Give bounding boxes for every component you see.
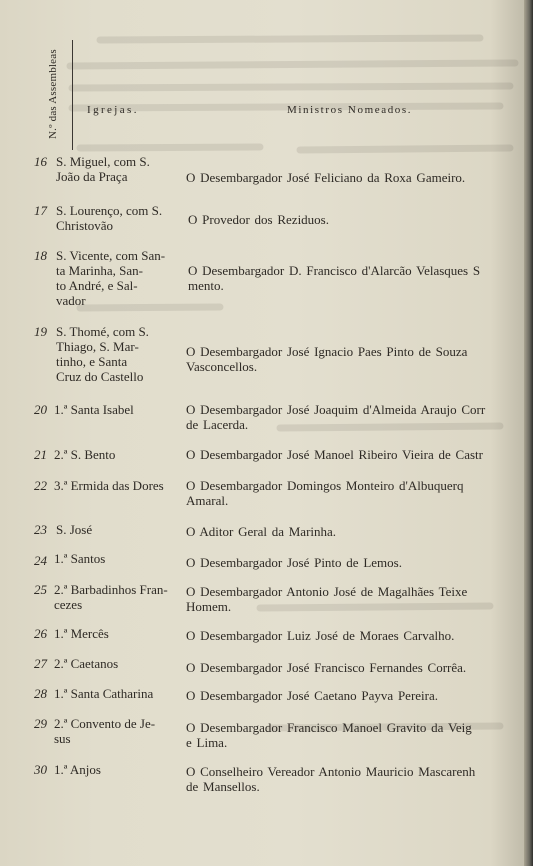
assembly-number: 30 <box>34 762 47 777</box>
assembly-number-header: N.º das Assembleas <box>47 49 59 140</box>
church-name: 1.ª Anjos <box>54 762 101 777</box>
church-name: 1.ª Santa Isabel <box>54 402 134 417</box>
assembly-number: 23 <box>34 522 47 537</box>
church-name: 1.ª Santa Catharina <box>54 686 154 701</box>
minister-name: O Desembargador José Francisco Fernandes Corrêa. <box>186 660 467 675</box>
minister-name: O Aditor Geral da Marinha. <box>186 524 337 539</box>
minister-name: O Desembargador Luiz José de Moraes Carvalho. <box>186 628 455 643</box>
minister-name: O Desembargador José Pinto de Lemos. <box>186 555 402 570</box>
churches-column-header: Igrejas. <box>87 104 139 116</box>
assembly-number: 28 <box>34 686 47 701</box>
minister-name: O Desembargador Francisco Manoel Gravito da Veig e Lima. <box>186 720 472 750</box>
minister-name: O Conselheiro Vereador Antonio Mauricio Mascarenh de Mansellos. <box>186 764 476 794</box>
church-name: 2.ª Barbadinhos Fran- cezes <box>54 582 168 612</box>
church-name: S. Vicente, com San- ta Marinha, San- to André, e Sal- vador <box>56 248 166 308</box>
minister-name: O Desembargador Domingos Monteiro d'Albuquerq Amaral. <box>186 478 464 508</box>
church-name: S. José <box>56 522 93 537</box>
church-name: 1.ª Mercês <box>54 626 109 641</box>
church-name: S. Thomé, com S. Thiago, S. Mar- tinho, e Santa Cruz do Castello <box>56 324 149 384</box>
church-name: S. Lourenço, com S. Christovão <box>56 203 163 233</box>
minister-name: O Desembargador José Joaquim d'Almeida Araujo Corr de Lacerda. <box>186 402 486 432</box>
minister-name: O Desembargador D. Francisco d'Alarcão Velasques S mento. <box>188 263 481 293</box>
assembly-number: 22 <box>34 478 47 493</box>
minister-name: O Provedor dos Reziduos. <box>188 212 329 227</box>
assembly-number: 20 <box>34 402 47 417</box>
assembly-number: 21 <box>34 447 47 462</box>
minister-name: O Desembargador Antonio José de Magalhães Teixe Homem. <box>186 584 468 614</box>
minister-name: O Desembargador José Caetano Payva Pereira. <box>186 688 439 703</box>
minister-name: O Desembargador José Feliciano da Roxa Gameiro. <box>186 170 466 185</box>
minister-name: O Desembargador José Manoel Ribeiro Vieira de Castr <box>186 447 483 462</box>
ministers-column-header: Ministros Nomeados. <box>287 104 413 116</box>
assembly-number: 24 <box>34 553 47 568</box>
assembly-number: 29 <box>34 716 47 731</box>
minister-name: O Desembargador José Ignacio Paes Pinto de Souza Vasconcellos. <box>186 344 468 374</box>
church-name: 2.ª Convento de Je- sus <box>54 716 156 746</box>
church-name: 1.ª Santos <box>54 551 106 566</box>
assembly-number: 27 <box>34 656 47 671</box>
assembly-number: 26 <box>34 626 47 641</box>
assembly-number: 16 <box>34 154 47 169</box>
assembly-number: 25 <box>34 582 47 597</box>
assembly-number: 18 <box>34 248 47 263</box>
assembly-number: 17 <box>34 203 47 218</box>
church-name: 3.ª Ermida das Dores <box>54 478 164 493</box>
church-name: 2.ª S. Bento <box>54 447 116 462</box>
church-name: 2.ª Caetanos <box>54 656 119 671</box>
church-name: S. Miguel, com S. João da Praça <box>56 154 150 184</box>
assembly-number: 19 <box>34 324 47 339</box>
